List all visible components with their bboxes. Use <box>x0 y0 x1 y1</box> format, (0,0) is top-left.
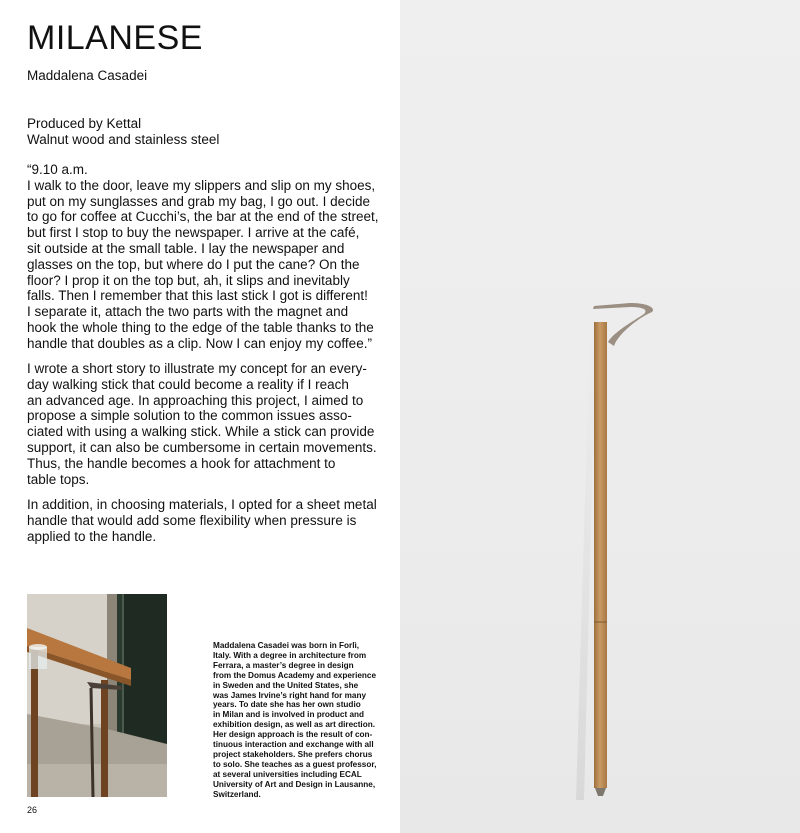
stick-shaft <box>594 322 607 788</box>
bio-line: was James Irvine’s right hand for many <box>213 690 367 700</box>
designer-bio <box>213 641 388 800</box>
bio-line: tinuous interaction and exchange with all <box>213 740 374 750</box>
paragraph-line: applied to the handle. <box>27 528 157 544</box>
materials-paragraph <box>27 497 379 544</box>
materials-line: Walnut wood and stainless steel <box>27 132 220 147</box>
producer-line: Produced by Kettal <box>27 116 142 131</box>
bio-line: Maddalena Casadei was born in Forlì, <box>213 641 360 650</box>
page-number: 26 <box>27 805 38 815</box>
paragraph-line: handle that would add some flexibility when pressure is <box>27 512 357 528</box>
story-quote <box>27 162 379 352</box>
story-line: to go for coffee at Cucchi’s, the bar at the end of the street, <box>27 209 379 225</box>
bio-line: years. To date she has her own studio <box>213 700 361 710</box>
paragraph-line: propose a simple solution to the common issues asso- <box>27 408 352 424</box>
bio-line: exhibition design, as well as art direction. <box>213 720 375 730</box>
cafe-table-illustration <box>27 594 167 797</box>
bio-line: University of Art and Design in Lausanne, <box>213 779 376 789</box>
paragraph-line: In addition, in choosing materials, I opted for a sheet metal <box>27 497 377 512</box>
story-line: floor? I prop it on the top but, ah, it slips and inevitably <box>27 272 350 288</box>
story-line: glasses on the top, but where do I put the cane? On the <box>27 256 360 272</box>
bio-line: in Milan and is involved in product and <box>213 710 365 720</box>
paragraph-line: I wrote a short story to illustrate my concept for an every- <box>27 361 367 376</box>
bio-line: in Sweden and the United States, she <box>213 680 359 690</box>
story-line: but first I stop to buy the newspaper. I arrive at the café, <box>27 225 360 241</box>
designer-name: Maddalena Casadei <box>27 68 148 83</box>
bio-line: Italy. With a degree in architecture from <box>213 650 367 660</box>
walking-stick-illustration <box>400 0 800 833</box>
story-line: I walk to the door, leave my slippers and slip on my shoes, <box>27 177 376 193</box>
product-photo-walking-stick <box>400 0 800 833</box>
bio-line: Ferrara, a master’s degree in design <box>213 660 354 670</box>
stick-tip <box>595 788 606 796</box>
bio-line: to solo. She teaches as a guest professor, <box>213 759 377 769</box>
product-credits <box>27 116 219 148</box>
bio-line: Her design approach is the result of con- <box>213 730 373 740</box>
bio-line: from the Domus Academy and experience <box>213 670 377 680</box>
paragraph-line: table tops. <box>27 471 90 487</box>
story-line: falls. Then I remember that this last stick I got is different! <box>27 288 368 304</box>
paragraph-line: support, it can also be cumbersome in certain movements. <box>27 439 377 455</box>
cafe-table-photo <box>27 594 167 797</box>
bio-line: Switzerland. <box>213 789 261 799</box>
paragraph-line: day walking stick that could become a reality if I reach <box>27 376 349 392</box>
story-line: handle that doubles as a clip. Now I can enjoy my coffee.” <box>27 335 372 351</box>
page-title: MILANESE <box>27 19 203 57</box>
stick-shadow <box>576 330 596 800</box>
paragraph-line: an advanced age. In approaching this project, I aimed to <box>27 392 364 408</box>
story-line: hook the whole thing to the edge of the table thanks to the <box>27 319 374 335</box>
paragraph-line: Thus, the handle becomes a hook for attachment to <box>27 455 336 471</box>
story-line: I separate it, attach the two parts with the magnet and <box>27 304 349 320</box>
paragraph-line: ciated with using a walking stick. While a stick can provide <box>27 424 375 440</box>
bio-line: at several universities including ECAL <box>213 769 362 779</box>
story-line: “9.10 a.m. <box>27 162 88 177</box>
concept-paragraph <box>27 361 379 487</box>
story-line: sit outside at the small table. I lay the newspaper and <box>27 240 345 256</box>
bio-line: project stakeholders. She prefers chorus <box>213 749 373 759</box>
story-line: put on my sunglasses and grab my bag, I go out. I decide <box>27 193 370 209</box>
